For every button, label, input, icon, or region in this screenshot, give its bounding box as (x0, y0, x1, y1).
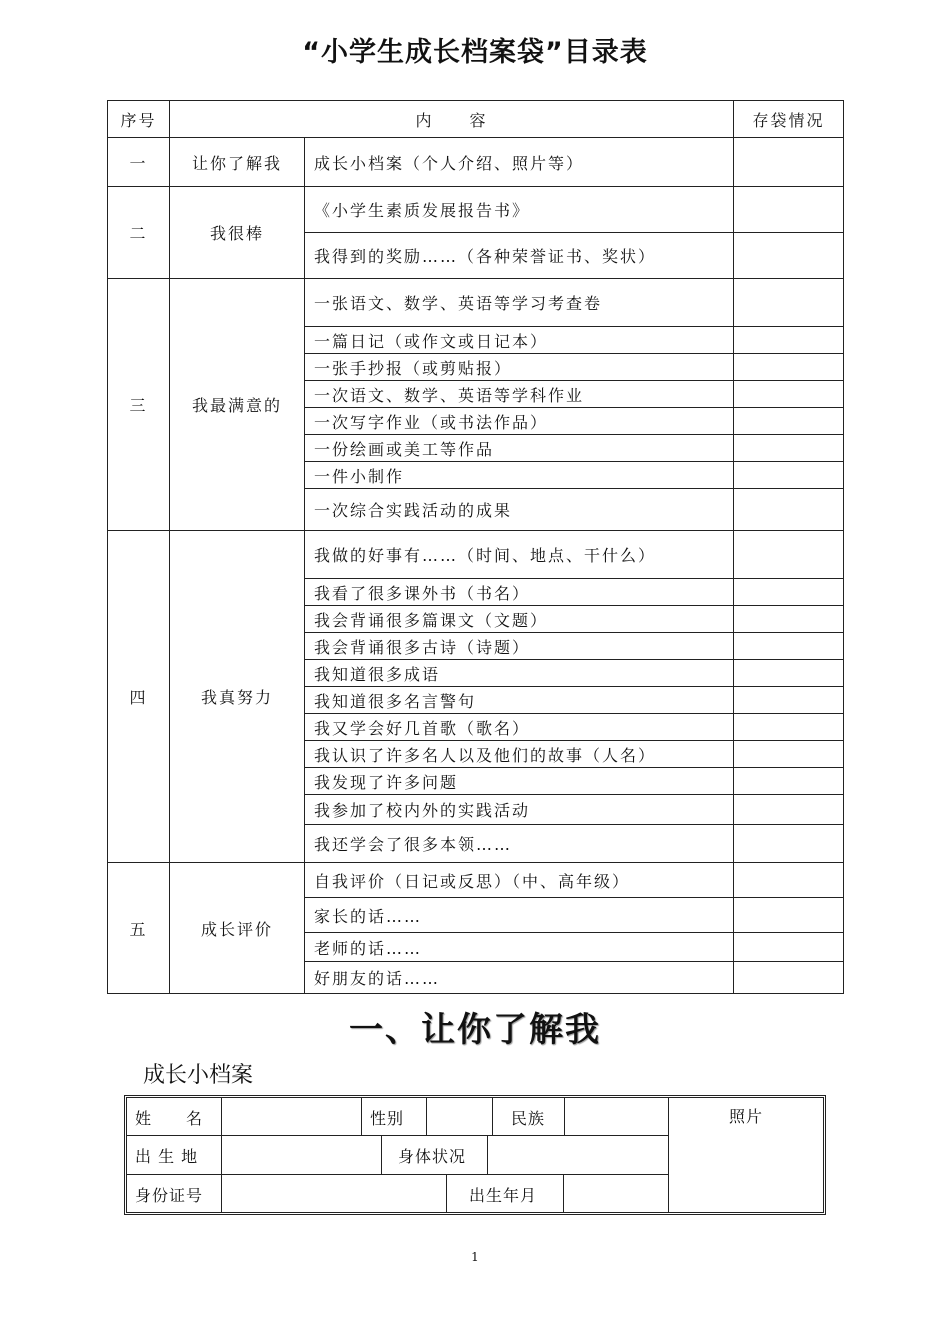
status-cell (734, 795, 844, 825)
group-number: 五 (108, 863, 170, 994)
table-row (108, 279, 844, 327)
status-cell (734, 279, 844, 327)
header-status: 存袋情况 (734, 101, 844, 138)
status-cell (734, 768, 844, 795)
photo-label: 照片 (728, 1107, 763, 1126)
item-label: 我知道很多名言警句 (305, 687, 734, 714)
birthplace-label: 出 生 地 (127, 1136, 222, 1175)
status-cell (734, 408, 844, 435)
health-label: 身体状况 (382, 1136, 488, 1175)
item-label: 老师的话…… (305, 933, 734, 962)
id-number-field[interactable] (222, 1175, 447, 1212)
status-cell (734, 863, 844, 898)
item-label: 一篇日记（或作文或日记本） (305, 327, 734, 354)
section-title: 一、让你了解我 (349, 1010, 601, 1050)
group-number: 二 (108, 187, 170, 279)
item-label: 我会背诵很多古诗（诗题） (305, 633, 734, 660)
item-label: 一次语文、数学、英语等学科作业 (305, 381, 734, 408)
page-title: “小学生成长档案袋”目录表 (302, 37, 648, 68)
status-cell (734, 354, 844, 381)
header-no: 序号 (108, 101, 170, 138)
header-content: 内 容 (170, 101, 734, 138)
status-cell (734, 962, 844, 994)
ethnicity-field[interactable] (565, 1098, 669, 1136)
item-label: 一份绘画或美工等作品 (305, 435, 734, 462)
birthplace-field[interactable] (222, 1136, 382, 1175)
item-label: 一张语文、数学、英语等学习考查卷 (305, 279, 734, 327)
table-row (108, 863, 844, 898)
status-cell (734, 633, 844, 660)
group-name: 我很棒 (170, 187, 305, 279)
item-label: 我发现了许多问题 (305, 768, 734, 795)
status-cell (734, 825, 844, 863)
table-row (108, 187, 844, 233)
health-field[interactable] (488, 1136, 669, 1175)
status-cell (734, 187, 844, 233)
table-header-row (108, 101, 844, 138)
table-row (108, 138, 844, 187)
group-name: 我真努力 (170, 531, 305, 863)
status-cell (734, 933, 844, 962)
item-label: 我参加了校内外的实践活动 (305, 795, 734, 825)
group-name: 我最满意的 (170, 279, 305, 531)
gender-field[interactable] (427, 1098, 493, 1136)
birthdate-label: 出生年月 (447, 1175, 564, 1212)
item-label: 我会背诵很多篇课文（文题） (305, 606, 734, 633)
item-label: 我看了很多课外书（书名） (305, 579, 734, 606)
profile-form (124, 1095, 826, 1215)
page-number: 1 (471, 1250, 479, 1264)
group-name: 成长评价 (170, 863, 305, 994)
item-label: 一张手抄报（或剪贴报） (305, 354, 734, 381)
birthdate-field[interactable] (564, 1175, 669, 1212)
status-cell (734, 606, 844, 633)
status-cell (734, 462, 844, 489)
status-cell (734, 687, 844, 714)
status-cell (734, 714, 844, 741)
status-cell (734, 741, 844, 768)
item-label: 好朋友的话…… (305, 962, 734, 994)
status-cell (734, 898, 844, 933)
status-cell (734, 489, 844, 531)
item-label: 成长小档案（个人介绍、照片等） (305, 138, 734, 187)
photo-box[interactable] (669, 1098, 823, 1212)
catalog-table (107, 100, 844, 994)
table-row (108, 531, 844, 579)
group-number: 四 (108, 531, 170, 863)
item-label: 我知道很多成语 (305, 660, 734, 687)
item-label: 一件小制作 (305, 462, 734, 489)
item-label: 我得到的奖励……（各种荣誉证书、奖状） (305, 233, 734, 279)
name-label: 姓 名 (127, 1098, 222, 1136)
status-cell (734, 435, 844, 462)
ethnicity-label: 民族 (493, 1098, 565, 1136)
status-cell (734, 660, 844, 687)
status-cell (734, 327, 844, 354)
status-cell (734, 531, 844, 579)
group-number: 一 (108, 138, 170, 187)
gender-label: 性别 (362, 1098, 427, 1136)
group-name: 让你了解我 (170, 138, 305, 187)
item-label: 我又学会好几首歌（歌名） (305, 714, 734, 741)
item-label: 一次综合实践活动的成果 (305, 489, 734, 531)
item-label: 家长的话…… (305, 898, 734, 933)
group-number: 三 (108, 279, 170, 531)
item-label: 一次写字作业（或书法作品） (305, 408, 734, 435)
item-label: 我还学会了很多本领…… (305, 825, 734, 863)
profile-subtitle: 成长小档案 (143, 1063, 254, 1088)
name-field[interactable] (222, 1098, 362, 1136)
status-cell (734, 579, 844, 606)
id-number-label: 身份证号 (127, 1175, 222, 1212)
item-label: 《小学生素质发展报告书》 (305, 187, 734, 233)
status-cell (734, 138, 844, 187)
status-cell (734, 233, 844, 279)
item-label: 我认识了许多名人以及他们的故事（人名） (305, 741, 734, 768)
status-cell (734, 381, 844, 408)
item-label: 自我评价（日记或反思）（中、高年级） (305, 863, 734, 898)
item-label: 我做的好事有……（时间、地点、干什么） (305, 531, 734, 579)
